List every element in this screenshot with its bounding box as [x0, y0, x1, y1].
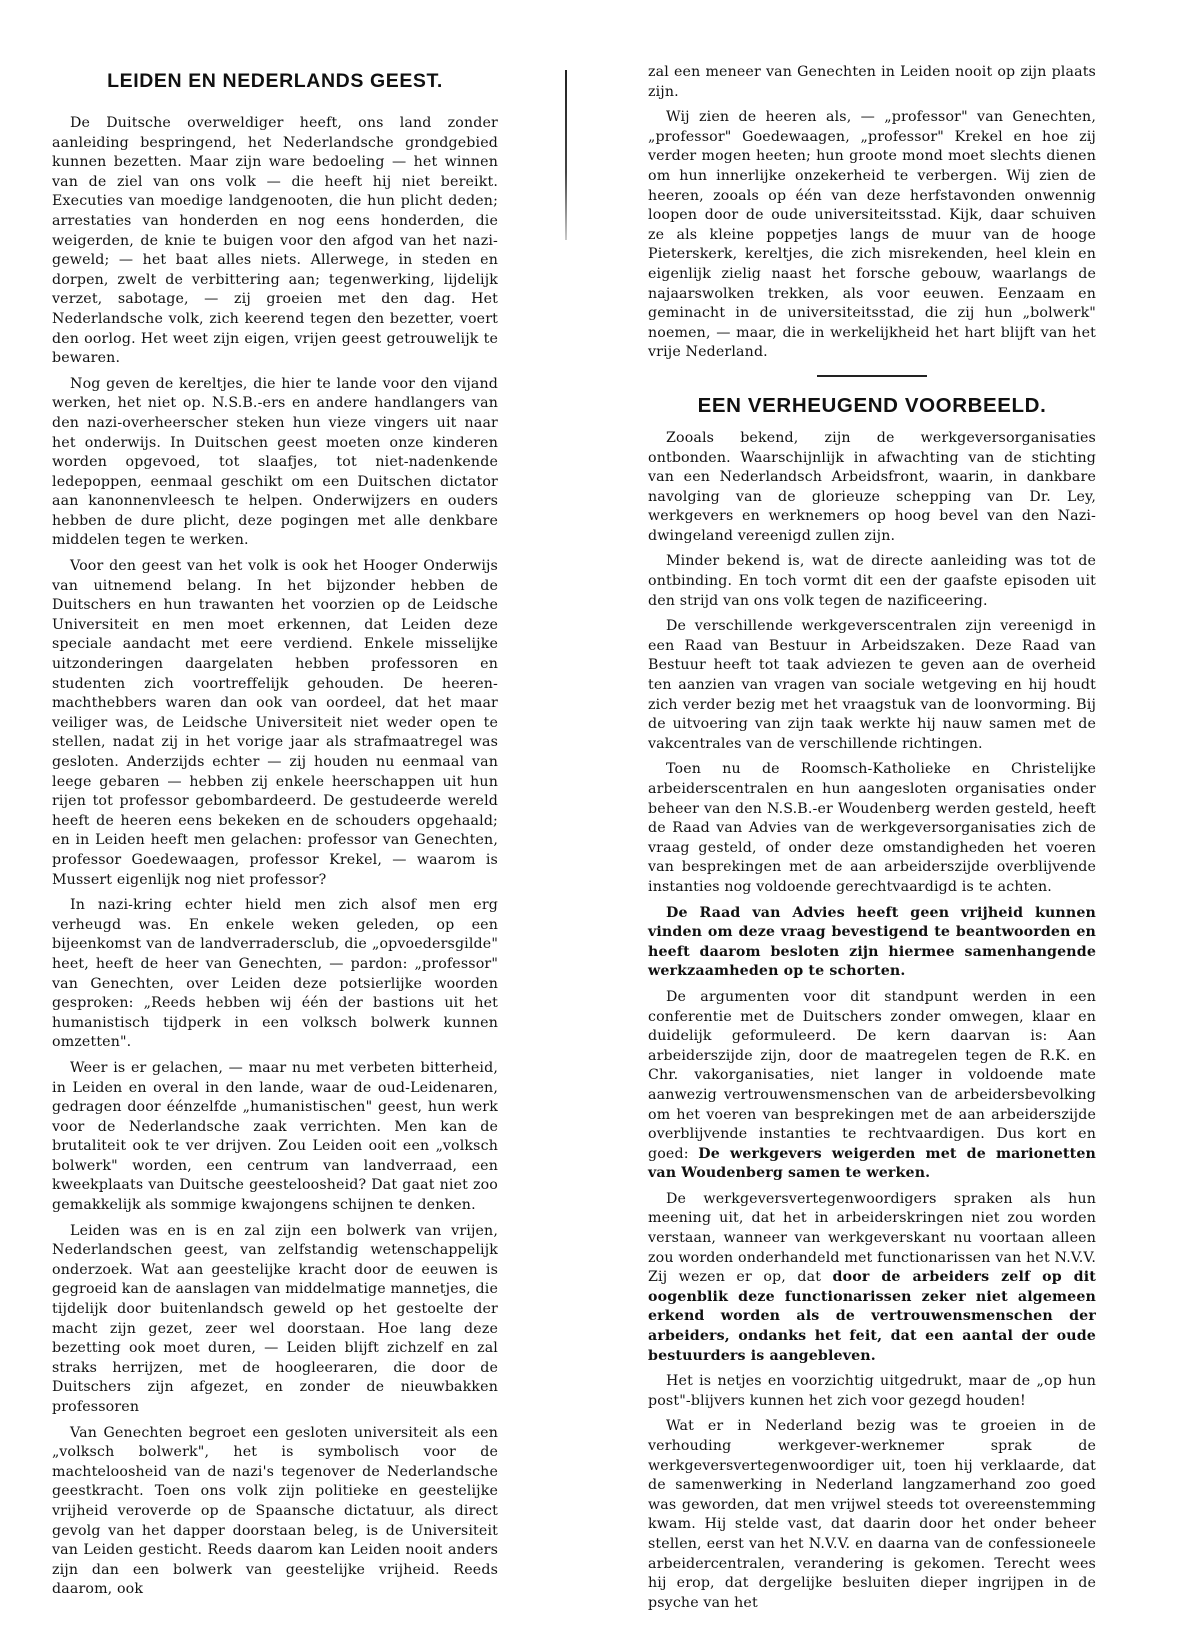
- right-column: [648, 63, 1096, 1619]
- emphasis-text: De werkgevers weigerden met de marionetten van Woudenberg samen te werken.: [648, 1145, 1096, 1182]
- paragraph: [648, 988, 1096, 1184]
- paragraph: De verschillende werkgeverscentralen zijn vereenigd in een Raad van Bestuur in Arbeidszaken. Deze Raad van Bestuur heeft tot taak adviezen te geven aan de overheid ten aanzien van vragen van sociale wetgeving en hij houdt zich verder bezig met het vraagstuk van de loonvorming. Bij de uitvoering van zijn taak werkte hij nauw samen met de vakcentrales van de verschillende richtingen.: [648, 618, 1096, 752]
- paragraph: De Raad van Advies heeft geen vrijheid kunnen vinden om deze vraag bevestigend te beantwoorden en heeft daarom besloten zijn hiermee samenhangende werkzaamheden op te schorten.: [648, 904, 1096, 980]
- paragraph: [648, 1190, 1096, 1366]
- paragraph: Het is netjes en voorzichtig uitgedrukt, maar de „op hun post"-blijvers kunnen het zich voor gezegd houden!: [648, 1373, 1096, 1409]
- paragraph-text: De argumenten voor dit standpunt werden in een conferentie met de Duitschers zonder omwegen, klaar en duidelijk geformuleerd. De kern daarvan is: Aan arbeiderszijde zijn, door de maatregelen tegen de R.K. en Chr. vakorganisaties, niet langer in voldoende mate aanwezig vertrouwensmenschen van de arbeidersbevolking om het voeren van besprekingen met de aan arbeiderszijde overblijvende instanties te rechtvaardigen. Dus kort en goed:: [648, 988, 1096, 1162]
- paragraph: Nog geven de kereltjes, die hier te lande voor den vijand werken, het niet op. N.S.B.-ers en andere handlangers van den nazi-overheerscher steken hun vieze vingers uit naar het onderwijs. In Duitschen geest moeten onze kinderen worden opgevoed, tot slaafjes, tot niet-nadenkende ledepoppen, eenmaal geschikt om een Duitschen dictator aan kanonnenvleesch te helpen. Onderwijzers en ouders hebben de dure plicht, deze pogingen met alle denkbare middelen tegen te werken.: [52, 375, 498, 549]
- paragraph: Wij zien de heeren als, — „professor" van Genechten, „professor" Goedewaagen, „professor" Krekel en hoe zij verder mogen heeten; hun groote mond moet slechts dienen om hun innerlijke onzekerheid te verbergen. Wij zien de heeren, zooals op één van deze herfstavonden onwennig loopen door de oude universiteitsstad. Kijk, daar schuiven ze als kleine poppetjes langs de muur van de hooge Pieterskerk, kereltjes, die zich misrekenden, heel klein en eigenlijk zielig naast het forsche gebouw, waarlangs de najaarswolken trekken, als voor eeuwen. Eenzaam en geminacht in de universiteitsstad, die zij hun „bolwerk" noemen, — maar, die in werkelijkheid het hart blijft van het vrije Nederland.: [648, 109, 1096, 361]
- paragraph-text: De werkgeversvertegenwoordigers spraken als hun meening uit, dat het in arbeiderskringen niet zou worden verstaan, wanneer van werkgeverskant nu voortaan alleen zou worden onderhandeld met functionarissen van het N.V.V. Zij wezen er op, dat: [648, 1190, 1096, 1286]
- column-rule: [565, 70, 567, 240]
- paragraph: Wat er in Nederland bezig was te groeien in de verhouding werkgever-werknemer sprak de werkgeversvertegenwoordiger uit, toen hij verklaarde, dat de samenwerking in Nederland langzamerhand zoo goed was geworden, dat men vrijwel steeds tot overeenstemming kwam. Hij stelde vast, dat daarin door het onder beheer stellen, eerst van het N.V.V. en daarna van de confessioneele arbeidercentralen, verandering is gekomen. Terecht wees hij erop, dat dergelijke besluiten dieper ingrijpen in de psyche van het: [648, 1418, 1096, 1611]
- headline-voorbeeld: EEN VERHEUGEND VOORBEELD.: [697, 393, 1047, 417]
- paragraph: Minder bekend is, wat de directe aanleiding was tot de ontbinding. En toch vormt dit een der gaafste episoden uit den strijd van ons volk tegen de nazificeering.: [648, 553, 1096, 609]
- paragraph: De Duitsche overweldiger heeft, ons land zonder aanleiding bespringend, het Nederlandsche grondgebied kunnen bezetten. Maar zijn ware bedoeling — het winnen van de ziel van ons volk — die heeft hij niet bereikt. Executies van moedige landgenooten, die hun plicht deden; arrestaties van honderden en nog eens honderden, die weigerden, de knie te buigen voor den afgod van het nazi-geweld; — het baat alles niets. Allerwege, in steden en dorpen, zwelt de verbittering aan; tegenwerking, lijdelijk verzet, sabotage, — zij groeien met den dag. Het Nederlandsche volk, zich keerend tegen den bezetter, voert den oorlog. Het weet zijn eigen, vrijen geest getrouwelijk te bewaren.: [52, 115, 498, 367]
- emphasis-text: door de arbeiders zelf op dit oogenblik deze functionarissen zeker niet algemeen erkend worden als de vertrouwensmenschen der arbeiders, ondanks het feit, dat een aantal der oude bestuurders is aangebleven.: [648, 1269, 1096, 1364]
- continued-paragraph: zal een meneer van Genechten in Leiden nooit op zijn plaats zijn.: [648, 64, 1096, 100]
- paragraph: Toen nu de Roomsch-Katholieke en Christelijke arbeiderscentralen en hun aangesloten organisaties onder beheer van den N.S.B.-er Woudenberg werden gesteld, heeft de Raad van Advies van de werkgeversorganisaties zich de vraag gesteld, of onder deze omstandigheden het voeren van besprekingen met de aan arbeiderszijde overblijvende instanties nog voldoende gerechtvaardigd is te achten.: [648, 761, 1096, 895]
- section-divider: [817, 375, 927, 377]
- left-column: [52, 58, 498, 1606]
- paragraph: In nazi-kring echter hield men zich alsof men erg verheugd was. En enkele weken geleden, op een bijeenkomst van de landverradersclub, die „opvoedersgilde" heet, heeft de heer van Genechten, — pardon: „professor" van Genechten, over Leiden deze potsierlijke woorden gesproken: „Reeds hebben wij één der bastions uit het humanistisch tijdperk in een volksch bolwerk kunnen omzetten".: [52, 897, 498, 1051]
- paragraph: Leiden was en is en zal zijn een bolwerk van vrijen, Nederlandschen geest, van zelfstandig wetenschappelijk onderzoek. Wat aan geestelijke kracht door de eeuwen is gegroeid kan de aanslagen van middelmatige mannetjes, die tijdelijk door buitenlandsch geweld op het gestoelte der macht zijn gezet, zeer wel doorstaan. Hoe lang deze bezetting ook moet duren, — Leiden blijft zichzelf en zal straks herrijzen, met de hoogleeraren, die door de Duitschers zijn afgezet, en zonder de nieuwbakken professoren: [52, 1222, 498, 1415]
- paragraph: Zooals bekend, zijn de werkgeversorganisaties ontbonden. Waarschijnlijk in afwachting van de stichting van een Nederlandsch Arbeidsfront, waarin, in dankbare navolging van de glorieuze schepping van Dr. Ley, werkgevers en werknemers op hoog bevel van den Nazi-dwingeland vereenigd zullen zijn.: [648, 429, 1096, 544]
- paragraph: Weer is er gelachen, — maar nu met verbeten bitterheid, in Leiden en overal in den lande, waar de oud-Leidenaren, gedragen door éénzelfde „humanistischen" geest, hun werk voor de Nederlandsche zaak verrichten. Men kan de brutaliteit ook te ver drijven. Zou Leiden ooit een „volksch bolwerk" worden, een centrum van landverraad, een kweekplaats van Duitsche geesteloosheid? Dat gaat niet zoo gemakkelijk als sommige kwajongens schijnen te denken.: [52, 1059, 498, 1214]
- headline-leiden: LEIDEN EN NEDERLANDS GEEST.: [107, 70, 443, 92]
- paragraph: Van Genechten begroet een gesloten universiteit als een „volksch bolwerk", het is symbolisch voor de machteloosheid van de nazi's tegenover de Nederlandsche geestkracht. Toen ons volk zijn politieke en geestelijke vrijheid veroverde op de Spaansche dictatuur, als direct gevolg van het dapper doorstaan beleg, is de Universiteit van Leiden gesticht. Reeds daarom kan Leiden nooit anders zijn dan een bolwerk van geestelijke vrijheid. Reeds daarom, ook: [52, 1424, 498, 1598]
- paragraph: Voor den geest van het volk is ook het Hooger Onderwijs van uitnemend belang. In het bijzonder hebben de Duitschers en hun trawanten het voorzien op de Leidsche Universiteit en men moet erkennen, dat Leiden deze speciale aandacht met eere verdiend. Enkele misselijke uitzonderingen daargelaten hebben professoren en studenten zich voortreffelijk gehouden. De heeren-machthebbers waren dan ook van oordeel, dat het maar veiliger was, de Leidsche Universiteit niet weder open te stellen, nadat zij in het vorige jaar als strafmaatregel was gesloten. Anderzijds echter — zij houden nu eenmaal van leege gebaren — hebben zij enkele heerschappen uit hun rijen tot professor gebombardeerd. De gestudeerde wereld heeft de heeren eens bekeken en de schouders opgehaald; en in Leiden heeft men gelachen: professor van Genechten, professor Goedewaagen, professor Krekel, — waarom is Mussert eigenlijk nog niet professor?: [52, 558, 498, 888]
